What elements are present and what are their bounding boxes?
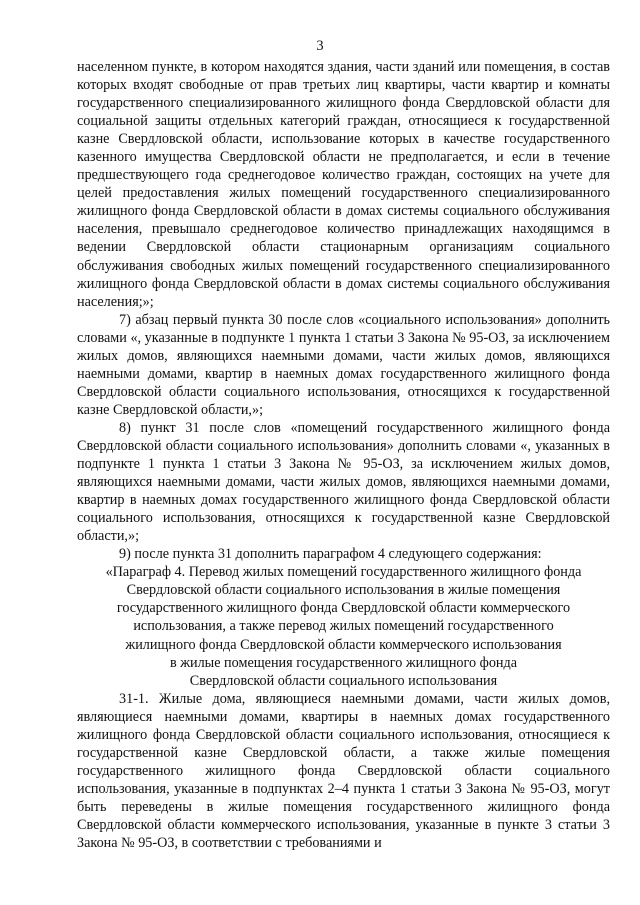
section-heading-line: государственного жилищного фонда Свердловской области коммерческого xyxy=(116,600,571,617)
paragraph-item-9: 9) после пункта 31 дополнить параграфом 4 следующего содержания: xyxy=(119,546,542,563)
paragraph-continuation: населенном пункте, в котором находятся здания, части зданий или помещения, в состав которых входят свободные от прав третьих лиц квартиры, части квартир и комнаты государственного специализированного жилищного фонда Свердловской области для социальной защиты отдельных категорий граждан, относящиеся к государственной казне Свердловской области, использование которых в качестве государственного казенного имущества Свердловской области не предполагается, и если в течение предшествующего года среднегодовое количество граждан, состоящих на учете для целей предоставления жилых помещений государственного специализированного жилищного фонда Свердловской области в домах системы социального обслуживания населения, превышало среднегодовое количество принадлежащих находящимся в ведении Свердловской области стационарным организациям социального обслуживания свободных жилых помещений государственного специализированного жилищного фонда Свердловской области в домах системы социального обслуживания населения;»; xyxy=(77,59,610,310)
page-number: 3 xyxy=(316,38,324,54)
section-heading-line: жилищного фонда Свердловской области коммерческого использования xyxy=(125,636,562,653)
paragraph-31-1: 31-1. Жилые дома, являющиеся наемными домами, части жилых домов, являющиеся наемными домами, квартиры в наемных домах государственного жилищного фонда Свердловской области социального использования, относящиеся к государственной казне Свердловской области, а также жилые помещения государственного жилищного фонда Свердловской области социального использования, указанные в подпунктах 2–4 пункта 1 статьи 3 Закона № 95-ОЗ, могут быть переведены в жилые помещения государственного жилищного фонда Свердловской области коммерческого использования, указанные в пункте 3 статьи 3 Закона № 95-ОЗ, в соответствии с требованиями и xyxy=(77,690,610,852)
paragraph-item-8: 8) пункт 31 после слов «помещений государственного жилищного фонда Свердловской области социального использования» дополнить словами «, указанных в подпункте 1 пункта 1 статьи 3 Закона № 95-ОЗ, за исключением жилых домов, являющихся наемными домами, части жилых домов, являющихся наемными домами, квартир в наемных домах государственного жилищного фонда Свердловской области социального использования, относящихся к государственной казне Свердловской области,»; xyxy=(77,419,610,545)
section-heading-line: Свердловской области социального использования xyxy=(189,672,498,689)
section-heading-line: «Параграф 4. Перевод жилых помещений государственного жилищного фонда xyxy=(105,564,582,581)
section-heading-line: Свердловской области социального использования в жилые помещения xyxy=(126,582,561,599)
section-heading-line: в жилые помещения государственного жилищного фонда xyxy=(169,654,518,671)
section-heading xyxy=(77,563,610,689)
paragraph-item-7: 7) абзац первый пункта 30 после слов «социального использования» дополнить словами «, указанные в подпункте 1 пункта 1 статьи 3 Закона № 95-ОЗ, за исключением жилых домов, являющихся наемными домами, части жилых домов, являющихся наемными домами, квартир в наемных домах государственного жилищного фонда Свердловской области социального использования, относящихся к государственной казне Свердловской области,»; xyxy=(77,311,610,418)
document-body xyxy=(77,58,610,852)
section-heading-line: использования, а также перевод жилых помещений государственного xyxy=(133,618,554,635)
